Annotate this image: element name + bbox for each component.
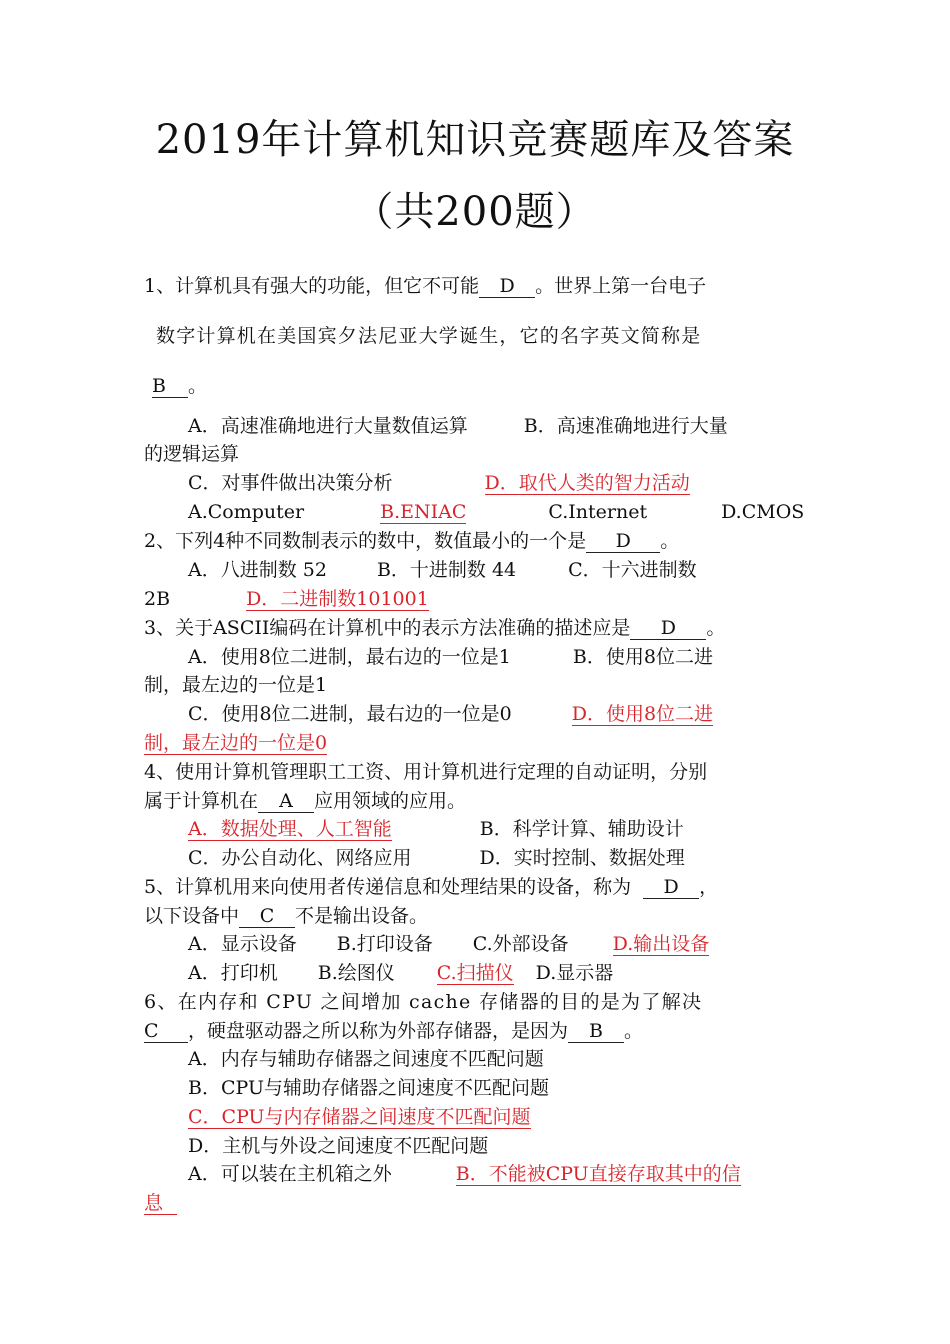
question-1-stem: 1、计算机具有强大的功能，但它不可能 D 。世界上第一台电子 (144, 275, 707, 297)
question-6-sub-options: A．可以装在主机箱之外 B．不能被CPU直接存取其中的信 (188, 1163, 741, 1185)
question-5-options: A．显示设备 B.打印设备 C.外部设备 D.输出设备 (188, 933, 710, 955)
correct-answer: D.输出设备 (612, 933, 710, 955)
correct-answer: C．CPU与内存储器之间速度不匹配问题 (188, 1106, 531, 1128)
correct-answer: D．取代人类的智力活动 (484, 472, 690, 494)
question-6-sub-option-b-cont (144, 1189, 808, 1218)
question-6-option-a: A．内存与辅助存储器之间速度不匹配问题 (188, 1048, 544, 1070)
question-4-options-ab: A．数据处理、人工智能 B．科学计算、辅助设计 (188, 818, 684, 840)
correct-answer: 制，最左边的一位是0 (144, 732, 328, 754)
answer-blank: B (568, 1020, 624, 1043)
question-3-option-b-cont: 制，最左边的一位是1 (144, 674, 328, 696)
correct-answer: B.ENIAC (380, 501, 467, 523)
question-4-stem-line2: 属于计算机在 A 应用领域的应用。 (144, 790, 467, 812)
answer-blank: C (144, 1020, 188, 1043)
question-5-stem: 5、计算机用来向使用者传递信息和处理结果的设备，称为 D ， (144, 876, 719, 898)
question-4-stem: 4、使用计算机管理职工工资、用计算机进行定理的自动证明，分别 (144, 761, 708, 783)
answer-blank: D (643, 876, 699, 899)
question-5-stem-line2: 以下设备中 C 不是输出设备。 (144, 905, 429, 927)
question-2-options: A．八进制数 52 B．十进制数 44 C．十六进制数 (188, 559, 697, 581)
correct-answer: 息 (144, 1192, 177, 1215)
question-1-option-b-cont: 的逻辑运算 (144, 443, 240, 465)
question-6-option-b: B．CPU与辅助存储器之间速度不匹配问题 (188, 1077, 549, 1099)
question-1-stem-line2: 数字计算机在美国宾夕法尼亚大学诞生，它的名字英文简称是 (156, 325, 702, 347)
question-2-stem: 2、下列4种不同数制表示的数中，数值最小的一个是 D 。 (144, 530, 680, 552)
page-subtitle: （共200题） (353, 189, 597, 235)
question-3-options-cd: C．使用8位二进制，最右边的一位是0 D．使用8位二进 (188, 703, 714, 725)
question-1-sub-options: A.Computer B.ENIAC C.Internet D.CMOS (188, 501, 805, 523)
question-1-options-cd: C．对事件做出决策分析 D．取代人类的智力活动 (188, 472, 690, 494)
correct-answer: B．不能被CPU直接存取其中的信 (455, 1163, 741, 1185)
question-3-option-d-cont (144, 729, 808, 758)
answer-blank: D (479, 275, 535, 298)
page-title: 2019年计算机知识竞赛题库及答案 (155, 117, 795, 163)
answer-blank: D (586, 530, 660, 553)
answer-blank: A (258, 790, 314, 813)
question-4-options-cd: C．办公自动化、网络应用 D．实时控制、数据处理 (188, 847, 685, 869)
question-6-option-c (188, 1103, 808, 1132)
question-6-stem-line2: C ，硬盘驱动器之所以称为外部存储器，是因为 B 。 (144, 1020, 644, 1042)
correct-answer: D．二进制数101001 (246, 588, 429, 610)
question-1-stem-line3: B 。 (152, 375, 208, 397)
question-3-stem: 3、关于ASCII编码在计算机中的表示方法准确的描述应是 D 。 (144, 617, 726, 639)
answer-blank: D (630, 617, 706, 640)
question-2-option-cd: 2B D．二进制数101001 (144, 588, 429, 610)
question-6-stem: 6、在内存和 CPU 之间增加 cache 存储器的目的是为了解决 (144, 991, 703, 1013)
question-3-options-ab: A．使用8位二进制，最右边的一位是1 B．使用8位二进 (188, 646, 713, 668)
question-1-options-ab: A．高速准确地进行大量数值运算 B．高速准确地进行大量 (188, 415, 728, 437)
correct-answer: A．数据处理、人工智能 (188, 818, 392, 840)
answer-blank: C (239, 905, 295, 928)
question-5-sub-options: A．打印机 B.绘图仪 C.扫描仪 D.显示器 (188, 962, 614, 984)
correct-answer: C.扫描仪 (436, 962, 514, 984)
question-6-option-d: D．主机与外设之间速度不匹配问题 (188, 1135, 489, 1157)
correct-answer: D．使用8位二进 (571, 703, 714, 725)
answer-blank: B (152, 375, 188, 398)
